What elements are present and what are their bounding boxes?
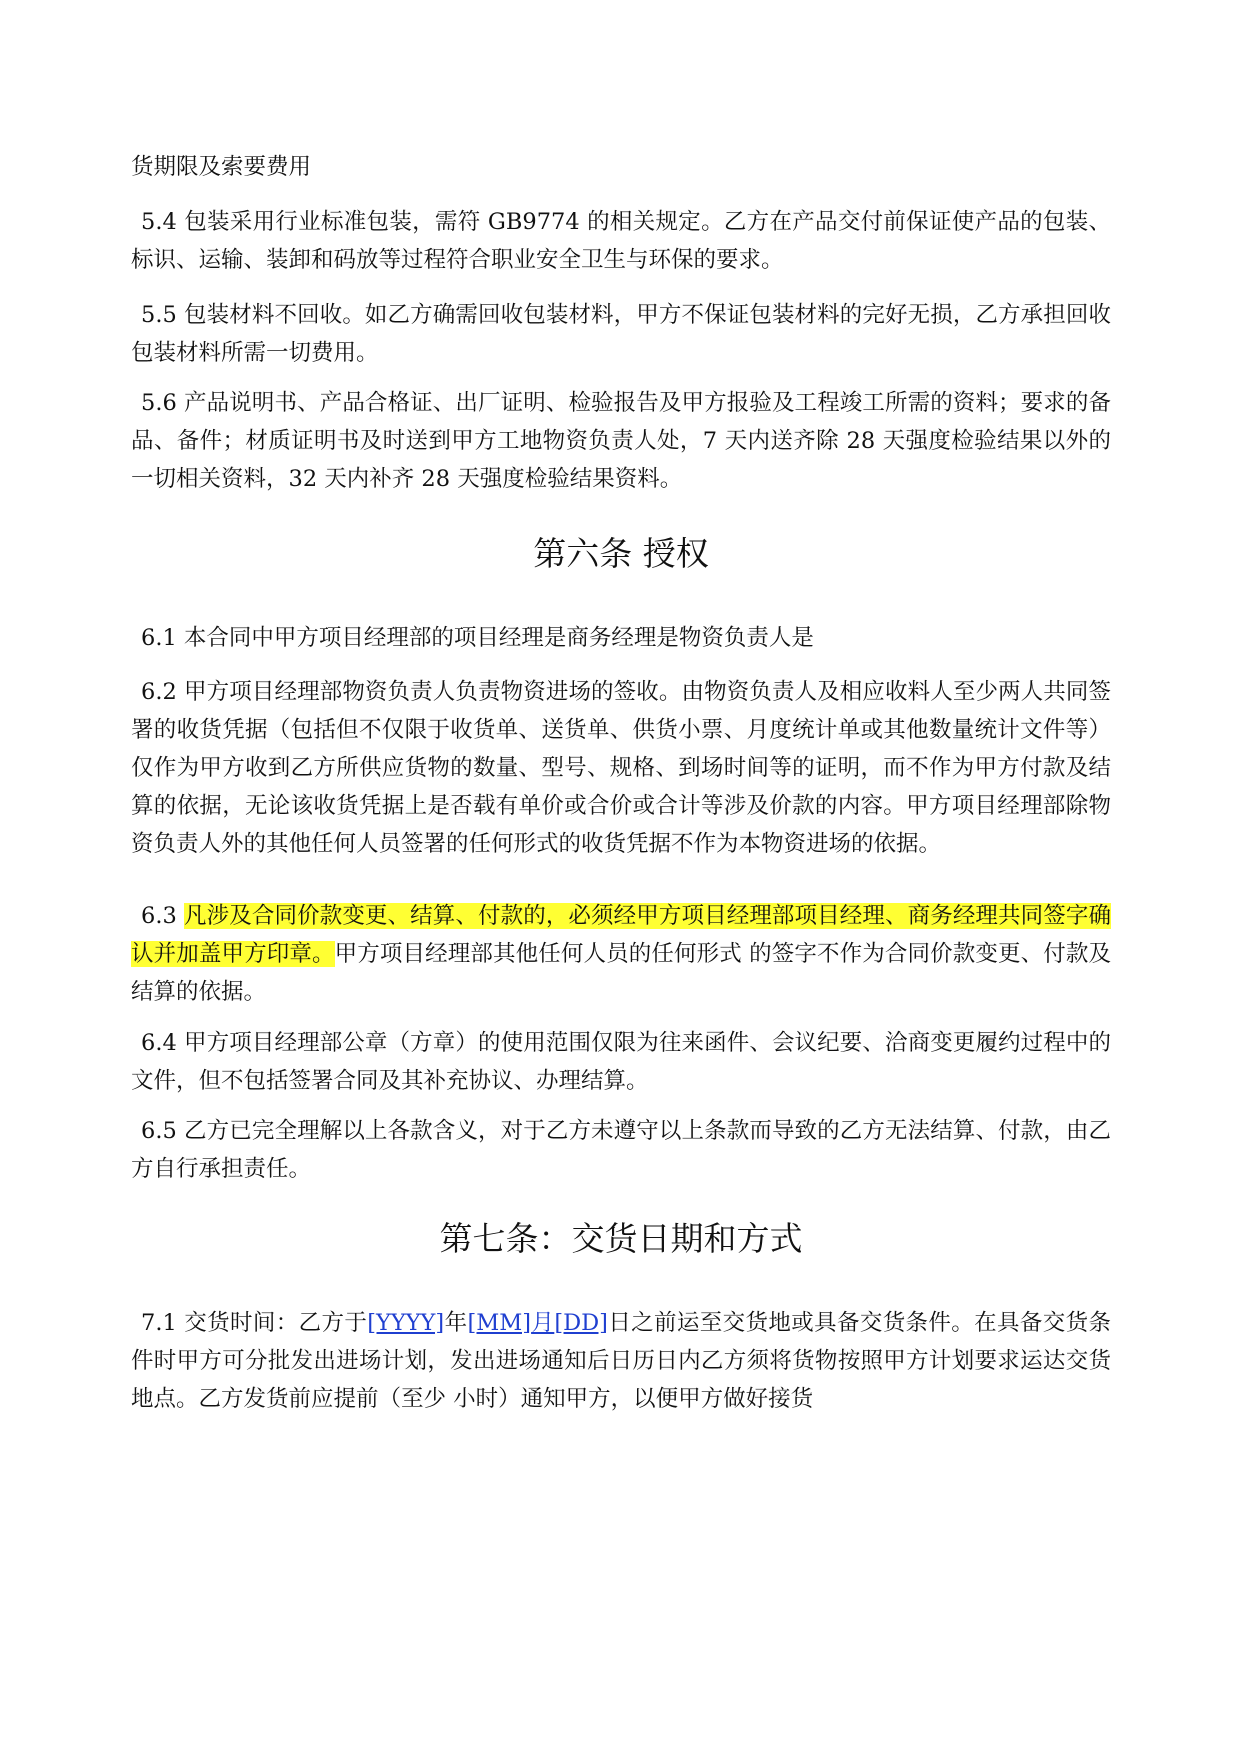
year-placeholder-field[interactable]: [YYYY]: [367, 1310, 445, 1336]
paragraph-6-3-number: 6.3: [141, 903, 185, 929]
year-suffix: 年: [444, 1310, 468, 1336]
paragraph-7-1-rest: 日之前运至交货地或具备交货条件。在具备交货条件时甲方可分批发出进场计划，发出进场通知后日历日内乙方须将货物按照甲方计划要求运达交货地点。乙方发货前应提前（至少 小时）通知甲方，以便甲方做好接货: [131, 1310, 1111, 1412]
document-page: [131, 0, 1111, 1754]
paragraph-7-1: [131, 1304, 1111, 1418]
paragraph-6-1: 6.1 本合同中甲方项目经理部的项目经理是商务经理是物资负责人是: [141, 625, 814, 651]
section-heading-7: 第七条：交货日期和方式: [439, 1219, 803, 1258]
highlighted-text: 凡涉及合同价款变更、结算、付款的，必须经甲方项目经理部项目经理、商务经理共同签字确认并加盖甲方印章。: [131, 903, 1111, 967]
day-placeholder-field[interactable]: [DD]: [554, 1310, 608, 1336]
paragraph-6-3: [131, 897, 1111, 1011]
paragraph-5-4: 5.4 包装采用行业标准包装，需符 GB9774 的相关规定。乙方在产品交付前保证使产品的包装、标识、运输、装卸和码放等过程符合职业安全卫生与环保的要求。: [131, 209, 1111, 273]
paragraph-prev-continuation: 货期限及索要费用: [131, 154, 312, 180]
paragraph-6-2: 6.2 甲方项目经理部物资负责人负责物资进场的签收。由物资负责人及相应收料人至少两人共同签署的收货凭据（包括但不仅限于收货单、送货单、供货小票、月度统计单或其他数量统计文件等）仅作为甲方收到乙方所供应货物的数量、型号、规格、到场时间等的证明，而不作为甲方付款及结算的依据，无论该收货凭据上是否载有单价或合价或合计等涉及价款的内容。甲方项目经理部除物资负责人外的其他任何人员签署的任何形式的收货凭据不作为本物资进场的依据。: [131, 679, 1111, 857]
paragraph-7-1-lead: 7.1 交货时间：乙方于: [141, 1310, 368, 1336]
paragraph-6-3-rest: 甲方项目经理部其他任何人员的任何形式 的签字不作为合同价款变更、付款及结算的依据。: [131, 941, 1111, 1005]
paragraph-5-6: 5.6 产品说明书、产品合格证、出厂证明、检验报告及甲方报验及工程竣工所需的资料；要求的备品、备件；材质证明书及时送到甲方工地物资负责人处，7 天内送齐除 28 天强度检验结果以外的一切相关资料，32 天内补齐 28 天强度检验结果资料。: [131, 390, 1111, 492]
paragraph-6-4: 6.4 甲方项目经理部公章（方章）的使用范围仅限为往来函件、会议纪要、洽商变更履约过程中的文件，但不包括签署合同及其补充协议、办理结算。: [131, 1030, 1111, 1094]
paragraph-6-5: 6.5 乙方已完全理解以上各款含义，对于乙方未遵守以上条款而导致的乙方无法结算、付款，由乙方自行承担责任。: [131, 1118, 1111, 1182]
section-heading-6: 第六条 授权: [533, 534, 709, 573]
paragraph-5-5: 5.5 包装材料不回收。如乙方确需回收包装材料，甲方不保证包装材料的完好无损，乙方承担回收包装材料所需一切费用。: [131, 302, 1111, 366]
month-suffix: 月: [531, 1310, 555, 1336]
month-placeholder-field[interactable]: [MM]: [467, 1310, 532, 1336]
